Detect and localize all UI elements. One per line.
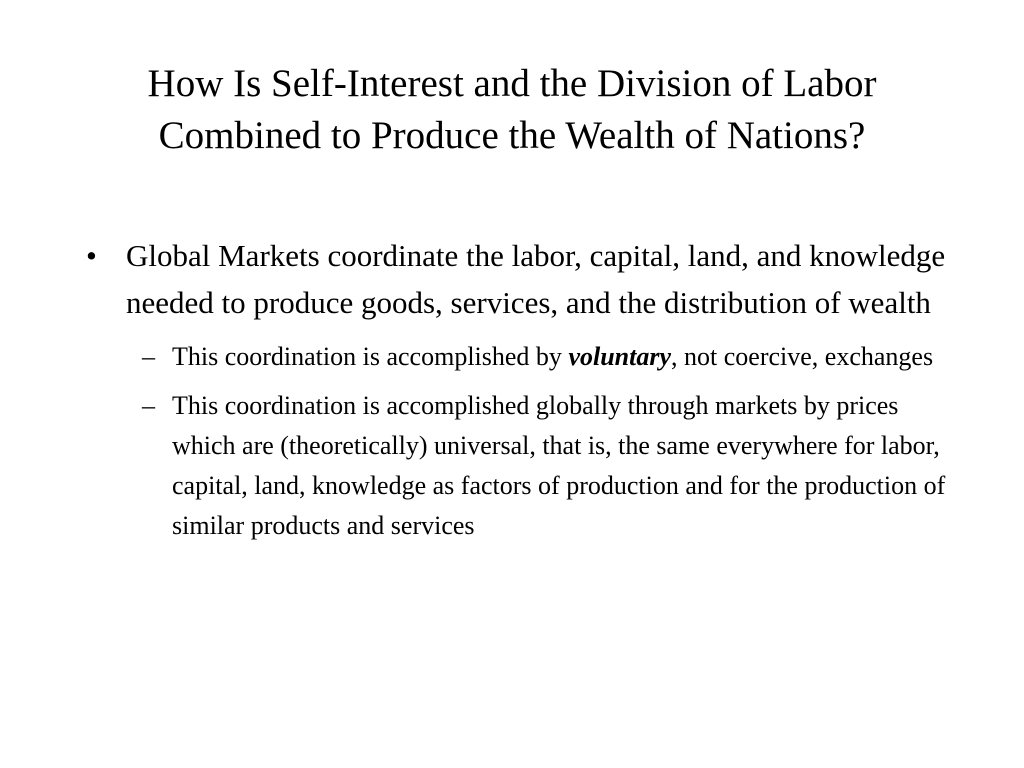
sub-bullet-marker: –	[142, 391, 155, 420]
sub-bullet-text-before: This coordination is accomplished by	[172, 342, 569, 371]
emphasized-word: voluntary	[568, 342, 672, 371]
sub-bullet-item	[80, 386, 950, 546]
sub-bullet-marker: –	[142, 342, 155, 371]
sub-bullet-list	[80, 337, 950, 546]
bullet-item	[80, 232, 950, 326]
sub-bullet-item	[80, 337, 950, 377]
bullet-marker: •	[86, 238, 97, 273]
bullet-text: Global Markets coordinate the labor, capital, land, and knowledge needed to produce goods, services, and the distribution of wealth	[126, 238, 946, 320]
slide-title: How Is Self-Interest and the Division of Labor Combined to Produce the Wealth of Nations?	[147, 62, 877, 157]
slide-body	[80, 232, 950, 555]
sub-bullet-text: This coordination is accomplished globally through markets by prices which are (theoretically) universal, that is, the same everywhere for labor, capital, land, knowledge as factors of production and for the production of similar products and services	[172, 391, 946, 540]
sub-bullet-text-after: , not coercive, exchanges	[671, 342, 934, 371]
